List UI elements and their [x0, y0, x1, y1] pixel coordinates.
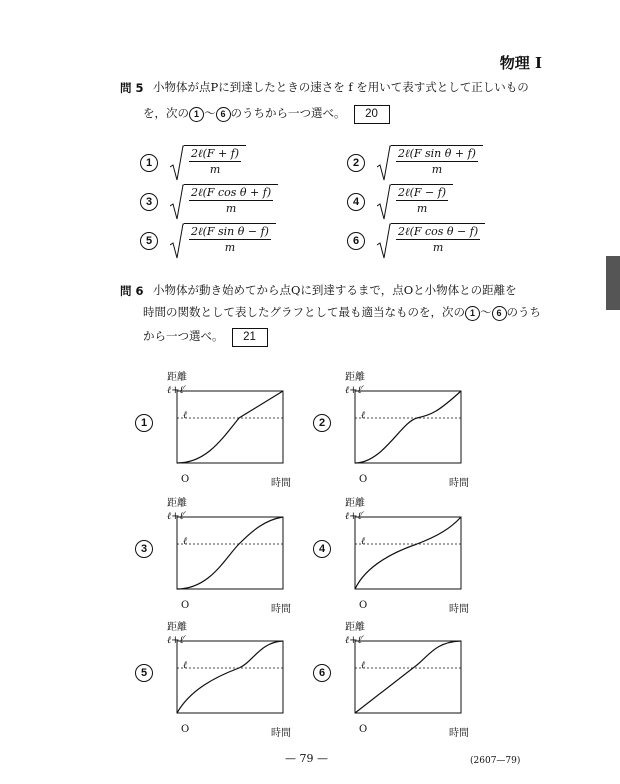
graph-ylabel: 距離	[345, 622, 365, 633]
side-index-tab	[606, 256, 620, 310]
graph-origin-label: O	[181, 474, 190, 485]
q6-line2-pre: 時間の関数として表したグラフとして最も適当なものを，次の	[143, 305, 465, 319]
q5-line1: 小物体が点Pに到達したときの速さを f を用いて表す式として正しいもの	[153, 80, 529, 94]
q5-option-6[interactable]	[347, 223, 485, 259]
sqrt-icon	[170, 145, 246, 181]
sqrt-icon	[377, 184, 453, 220]
graph-ylabel: 距離	[167, 622, 187, 633]
q6-line2-post: のうち	[506, 305, 541, 319]
q5-line2	[143, 102, 390, 124]
q5-option-1-denominator: m	[209, 163, 221, 176]
q6-graph-5[interactable]	[135, 622, 315, 740]
page-number: — 79 —	[285, 752, 328, 765]
q6-answer-box[interactable]: 21	[232, 328, 268, 347]
q5-option-4-denominator: m	[416, 202, 428, 215]
graph-origin-label: O	[359, 600, 368, 611]
graph-ell-label: ℓ	[361, 536, 366, 547]
q5-option-6-numerator: 2ℓ(F cos θ − f)	[398, 225, 479, 238]
graph-1-plot	[135, 372, 315, 490]
q5-option-2-number: 2	[347, 154, 365, 172]
graph-ytop-label: ℓ+ℓ′	[345, 385, 364, 396]
q5-option-4[interactable]	[347, 184, 453, 220]
graph-origin-label: O	[181, 600, 190, 611]
graph-origin-label: O	[181, 724, 190, 735]
graph-xlabel: 時間	[271, 728, 291, 739]
q5-line2-post: のうちから一つ選べ。	[230, 106, 346, 120]
graph-ell-label: ℓ	[183, 410, 188, 421]
q5-line2-pre: を，次の	[143, 106, 189, 120]
q6-graph-2-number: 2	[313, 414, 331, 432]
graph-xlabel: 時間	[449, 604, 469, 615]
q6-graph-3[interactable]	[135, 498, 315, 616]
graph-origin-label: O	[359, 724, 368, 735]
sqrt-icon	[170, 184, 278, 220]
q5-option-3-numerator: 2ℓ(F cos θ + f)	[191, 186, 272, 199]
graph-5-curve	[177, 641, 283, 713]
q5-range-end: 6	[216, 107, 231, 122]
q5-option-4-numerator: 2ℓ(F − f)	[398, 186, 447, 199]
q6-graph-5-number: 5	[135, 664, 153, 682]
graph-1-curve	[177, 391, 283, 463]
q6-graph-4-number: 4	[313, 540, 331, 558]
sqrt-icon	[377, 223, 485, 259]
graph-ytop-label: ℓ+ℓ′	[167, 635, 186, 646]
q5-option-2[interactable]	[347, 145, 483, 181]
graph-ytop-label: ℓ+ℓ′	[345, 635, 364, 646]
q6-label: 問 6	[120, 284, 144, 298]
q5-option-1-numerator: 2ℓ(F + f)	[191, 147, 240, 160]
q6-graph-3-number: 3	[135, 540, 153, 558]
q6-range-start: 1	[465, 306, 480, 321]
q6-line3-text: から一つ選べ。	[143, 329, 224, 343]
graph-ylabel: 距離	[167, 498, 187, 509]
graph-xlabel: 時間	[449, 728, 469, 739]
sqrt-icon	[377, 145, 483, 181]
graph-4-curve	[355, 517, 461, 589]
q6-graph-2[interactable]	[313, 372, 493, 490]
graph-ytop-label: ℓ+ℓ′	[345, 511, 364, 522]
graph-6-plot	[313, 622, 493, 740]
q6-range-end: 6	[492, 306, 507, 321]
graph-ell-label: ℓ	[361, 410, 366, 421]
graph-xlabel: 時間	[271, 604, 291, 615]
q6-graph-1-number: 1	[135, 414, 153, 432]
q5-answer-box[interactable]: 20	[354, 105, 390, 124]
graph-2-curve	[355, 391, 461, 463]
graph-ylabel: 距離	[345, 498, 365, 509]
graph-4-plot	[313, 498, 493, 616]
q5-option-2-denominator: m	[431, 163, 443, 176]
q5-option-5-denominator: m	[224, 241, 236, 254]
q5-option-5-numerator: 2ℓ(F sin θ − f)	[191, 225, 269, 238]
q6-graph-1[interactable]	[135, 372, 315, 490]
q6-line2	[143, 301, 541, 323]
graph-ell-label: ℓ	[183, 536, 188, 547]
graph-xlabel: 時間	[271, 478, 291, 489]
q6-graph-6[interactable]	[313, 622, 493, 740]
graph-ytop-label: ℓ+ℓ′	[167, 511, 186, 522]
graph-3-plot	[135, 498, 315, 616]
q6-range-sep: 〜	[480, 305, 492, 319]
q5-range-sep: 〜	[204, 106, 216, 120]
q5-option-5-number: 5	[140, 232, 158, 250]
graph-xlabel: 時間	[449, 478, 469, 489]
q5-option-6-number: 6	[347, 232, 365, 250]
graph-5-plot	[135, 622, 315, 740]
q6-graph-6-number: 6	[313, 664, 331, 682]
q6-line3	[143, 325, 268, 347]
q5-option-2-numerator: 2ℓ(F sin θ + f)	[398, 147, 476, 160]
graph-ylabel: 距離	[345, 372, 365, 383]
q5-range-start: 1	[189, 107, 204, 122]
graph-6-curve	[355, 641, 461, 713]
subject-title: 物理 I	[499, 54, 542, 72]
q5-option-3[interactable]	[140, 184, 278, 220]
q5-option-5[interactable]	[140, 223, 276, 259]
graph-origin-label: O	[359, 474, 368, 485]
q5-option-6-denominator: m	[432, 241, 444, 254]
q5-option-4-number: 4	[347, 193, 365, 211]
graph-ylabel: 距離	[167, 372, 187, 383]
q5-option-3-denominator: m	[225, 202, 237, 215]
graph-2-plot	[313, 372, 493, 490]
q6-line1: 小物体が動き始めてから点Qに到達するまで，点Oと小物体との距離を	[153, 283, 517, 297]
q5-option-1-number: 1	[140, 154, 158, 172]
q5-option-1[interactable]	[140, 145, 246, 181]
graph-3-curve	[177, 517, 283, 589]
sqrt-icon	[170, 223, 276, 259]
graph-ell-label: ℓ	[361, 660, 366, 671]
page-code: (2607—79)	[470, 756, 521, 766]
q6-graph-4[interactable]	[313, 498, 493, 616]
q5-option-3-number: 3	[140, 193, 158, 211]
graph-ytop-label: ℓ+ℓ′	[167, 385, 186, 396]
graph-ell-label: ℓ	[183, 660, 188, 671]
q5-label: 問 5	[120, 81, 144, 95]
